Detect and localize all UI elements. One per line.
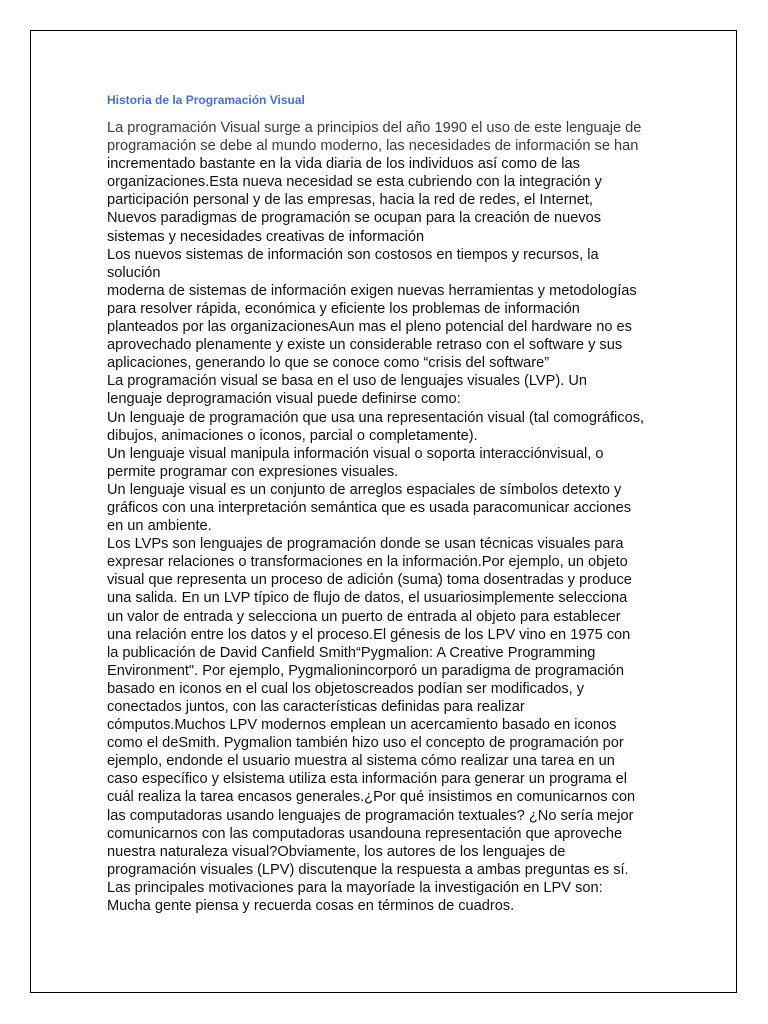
body-line: las computadoras usando lenguajes de programación textuales? ¿No sería mejor — [107, 807, 634, 824]
body-line: gráficos con una interpretación semántica que es usada paracomunicar acciones — [107, 499, 632, 516]
body-line: un valor de entrada y selecciona un puerto de entrada al objeto para establecer — [107, 608, 621, 625]
body-line: La programación visual se basa en el uso de lenguajes visuales (LVP). Un — [107, 373, 587, 390]
body-line: Environment". Por ejemplo, Pygmalionincorporó un paradigma de programación — [107, 662, 625, 679]
body-line: lenguaje deprogramación visual puede definirse como: — [107, 391, 461, 408]
body-line: expresar relaciones o transformaciones en la información.Por ejemplo, un objeto — [107, 554, 628, 571]
body-line: comunicarnos con las computadoras usandouna representación que aproveche — [107, 825, 623, 842]
body-line: como el deSmith. Pygmalion también hizo uso el concepto de programación por — [107, 735, 624, 752]
body-line: participación personal y de las empresas, hacia la red de redes, el Internet, — [107, 192, 593, 209]
body-line: Un lenguaje de programación que usa una representación visual (tal comográficos, — [107, 409, 645, 426]
body-line: La programación Visual surge a principios del año 1990 el uso de este lenguaje de — [107, 120, 642, 136]
body-line: una salida. En un LVP típico de flujo de datos, el usuariosimplemente selecciona — [107, 590, 628, 607]
body-line: aplicaciones, generando lo que se conoce como “crisis del software” — [107, 355, 550, 372]
document-title: Historia de la Programación Visual — [107, 93, 305, 107]
document-body — [107, 119, 707, 915]
body-line: caso específico y elsistema utiliza esta información para generar un programa el — [107, 771, 627, 788]
document-page — [30, 30, 737, 993]
body-line: en un ambiente. — [107, 518, 212, 535]
body-line: permite programar con expresiones visuales. — [107, 463, 399, 480]
body-line: Nuevos paradigmas de programación se ocupan para la creación de nuevos — [107, 210, 602, 227]
body-line: ejemplo, endonde el usuario muestra al sistema cómo realizar una tarea en un — [107, 753, 615, 770]
body-line: basado en iconos en el cual los objetoscreados podían ser modificados, y — [107, 680, 585, 697]
body-line: dibujos, animaciones o iconos, parcial o completamente). — [107, 427, 478, 444]
body-line: nuestra naturaleza visual?Obviamente, los autores de los lenguajes de — [107, 843, 566, 860]
body-line: Un lenguaje visual manipula información visual o soporta interacciónvisual, o — [107, 445, 604, 462]
body-line: cuál realiza la tarea encasos generales.¿Por qué insistimos en comunicarnos con — [107, 789, 636, 806]
body-line: aprovechado plenamente y existe un considerable retraso con el software y sus — [107, 337, 623, 354]
body-line: moderna de sistemas de información exigen nuevas herramientas y metodologías — [107, 282, 637, 299]
body-line: Un lenguaje visual es un conjunto de arreglos espaciales de símbolos detexto y — [107, 481, 622, 498]
body-line: para resolver rápida, económica y eficiente los problemas de información — [107, 300, 580, 317]
body-line: la publicación de David Canfield Smith“Pygmalion: A Creative Programming — [107, 644, 596, 661]
body-line: conectados juntos, con las características definidas para realizar — [107, 699, 525, 715]
body-line: programación visuales (LPV) discutenque la respuesta a ambas preguntas es sí. — [107, 861, 629, 878]
body-line: Los LVPs son lenguajes de programación donde se usan técnicas visuales para — [107, 536, 624, 553]
body-line: planteados por las organizacionesAun mas el pleno potencial del hardware no es — [107, 319, 632, 336]
body-line: incrementado bastante en la vida diaria de los individuos así como de las — [107, 156, 580, 173]
body-line: Los nuevos sistemas de información son costosos en tiempos y recursos, la — [107, 246, 599, 263]
body-line: Las principales motivaciones para la mayoríade la investigación en LPV son: — [107, 879, 603, 896]
body-line: cómputos.Muchos LPV modernos emplean un acercamiento basado en iconos — [107, 717, 617, 734]
body-line: una relación entre los datos y el proceso.El génesis de los LPV vino en 1975 con — [107, 626, 631, 643]
body-line: organizaciones.Esta nueva necesidad se esta cubriendo con la integración y — [107, 174, 602, 191]
body-line: sistemas y necesidades creativas de información — [107, 228, 425, 245]
body-line: solución — [107, 264, 161, 281]
body-line: programación se debe al mundo moderno, las necesidades de información se han — [107, 138, 639, 155]
body-line: visual que representa un proceso de adición (suma) toma dosentradas y produce — [107, 572, 632, 589]
body-line: Mucha gente piensa y recuerda cosas en términos de cuadros. — [107, 898, 515, 915]
